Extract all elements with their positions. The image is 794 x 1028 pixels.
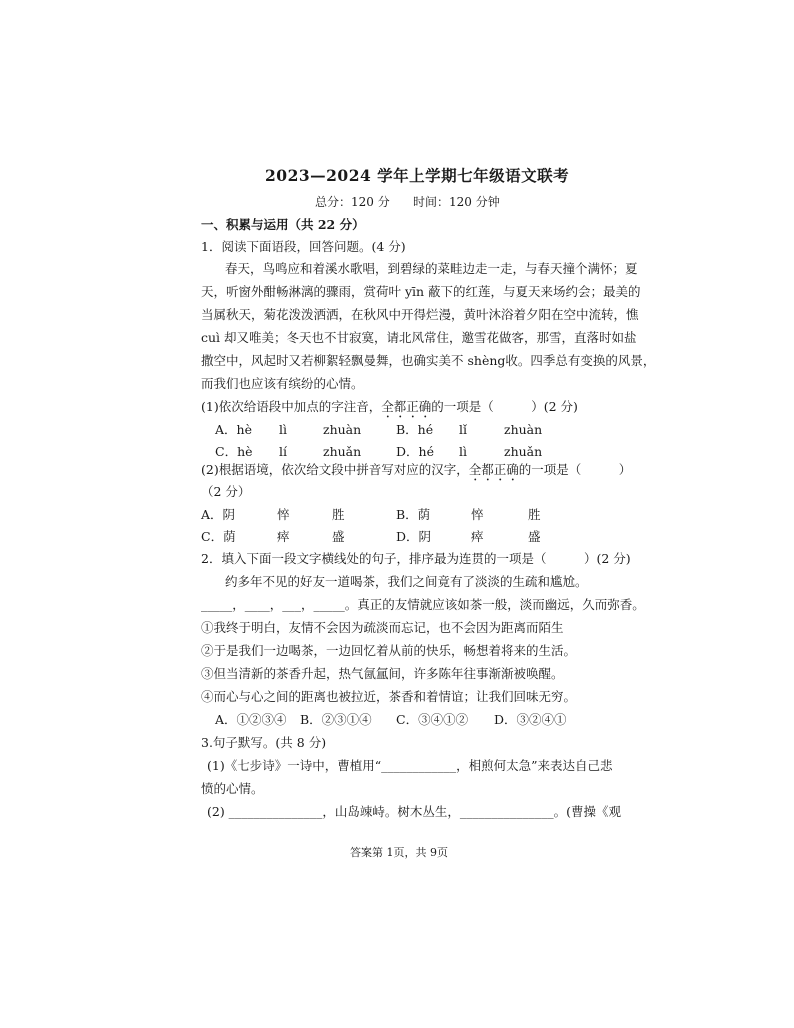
passage-line: cuì 却又唯美；冬天也不甘寂寞，请北风常住，邀雪花做客，那雪，直落时如盐: [201, 330, 637, 345]
exam-title: 2023—2024 学年上学期七年级语文联考: [265, 166, 570, 185]
question-1-stem: 1．阅读下面语段，回答问题。(4 分): [201, 239, 406, 254]
passage-line: 撒空中，风起时又若柳絮轻飘曼舞，也确实美不 shèng收。四季总有变换的风景，: [201, 353, 656, 368]
option-a-c: 胜: [332, 507, 345, 522]
sub-question-2-prefix: (2)根据语境，依次给文段中拼音写对应的汉字，: [201, 462, 469, 477]
sub-question-2-score: （2 分）: [201, 484, 251, 499]
option-b-c: zhuàn: [504, 422, 543, 437]
option-b-b: lǐ: [459, 422, 467, 437]
passage-line: 春天，鸟鸣应和着溪水歌唱，到碧绿的菜畦边走一走，与春天撞个满怀；夏: [225, 261, 638, 276]
section-heading: 一、积累与运用（共 22 分）: [201, 217, 365, 232]
sub-question-2-suffix: 的一项是（ ）: [518, 462, 632, 477]
option-d[interactable]: D．阴: [396, 529, 432, 544]
passage-line: 而我们也应该有缤纷的心情。: [201, 376, 364, 391]
sub-question-1: [201, 399, 578, 421]
option-d-c: zhuǎn: [504, 444, 543, 459]
question-2-blanks: _____，____，___，_____。真正的友情就应该如茶一般，淡而幽远，久而弥香。: [201, 597, 645, 612]
option-b[interactable]: B．荫: [396, 507, 431, 522]
page-footer: 答案第 1页，共 9页: [350, 846, 448, 859]
sentence-item: ③但当清新的茶香升起，热气氤氲间，许多陈年往事渐渐被唤醒。: [201, 666, 564, 681]
question-3-stem: 3.句子默写。(共 8 分): [201, 735, 327, 750]
dictation-1-line-1: (1)《七步诗》一诗中，曹植用“____________，相煎何太急”来表达自己悲: [207, 758, 613, 773]
option-c-c: 盛: [332, 529, 345, 544]
sub-question-1-emphasis: 全都正确: [381, 399, 432, 414]
dictation-2-line-1: (2) _______________，山岛竦峙。树木丛生，_______________。(曹操《观: [207, 804, 622, 819]
sub-question-1-suffix: 的一项是（ ）(2 分): [431, 399, 578, 414]
option-a[interactable]: A．①②③④: [215, 712, 287, 727]
question-2-intro: 约多年不见的好友一道喝茶，我们之间竟有了淡淡的生疏和尴尬。: [225, 574, 588, 589]
sub-question-2: [201, 462, 631, 484]
option-b[interactable]: B．②③①④: [300, 712, 372, 727]
option-c-b: lí: [279, 444, 287, 459]
option-d-b: 瘁: [471, 529, 484, 544]
option-b[interactable]: B．hé: [396, 422, 434, 437]
option-d-b: lì: [459, 444, 467, 459]
option-c-c: zhuǎn: [323, 444, 362, 459]
option-d[interactable]: D．③②④①: [494, 712, 567, 727]
exam-time: 时间：120 分钟: [413, 195, 500, 209]
option-a[interactable]: A．阴: [201, 507, 236, 522]
sentence-item: ②于是我们一边喝茶，一边回忆着从前的快乐，畅想着将来的生活。: [201, 643, 577, 658]
passage-line: 天，听窗外酣畅淋漓的骤雨，赏荷叶 yīn 蔽下的红莲，与夏天来场约会；最美的: [201, 284, 641, 299]
dictation-1-line-2: 愤的心情。: [201, 781, 264, 796]
sub-question-2-emphasis: 全都正确: [468, 462, 519, 477]
option-c[interactable]: C．hè: [215, 444, 253, 459]
option-b-c: 胜: [528, 507, 541, 522]
option-c[interactable]: C．③④①②: [396, 712, 469, 727]
option-c[interactable]: C．荫: [201, 529, 236, 544]
sentence-item: ④而心与心之间的距离也被拉近，茶香和着情谊；让我们回味无穷。: [201, 689, 577, 704]
option-a-b: 悴: [277, 507, 290, 522]
option-a-b: lì: [279, 422, 287, 437]
option-a-c: zhuàn: [323, 422, 362, 437]
option-d[interactable]: D．hé: [396, 444, 434, 459]
option-a[interactable]: A．hè: [215, 422, 252, 437]
sub-question-1-prefix: (1)依次给语段中加点的字注音，: [201, 399, 382, 414]
question-2-stem: 2．填入下面一段文字横线处的句子，排序最为连贯的一项是（ ）(2 分): [201, 551, 631, 566]
total-score: 总分：120 分: [315, 195, 390, 209]
passage-line: 当属秋天，菊花泼泼洒洒，在秋风中开得烂漫，黄叶沐浴着夕阳在空中流转，憔: [201, 307, 639, 322]
option-d-c: 盛: [528, 529, 541, 544]
option-b-b: 悴: [471, 507, 484, 522]
sentence-item: ①我终于明白，友情不会因为疏淡而忘记，也不会因为距离而陌生: [201, 620, 564, 635]
option-c-b: 瘁: [277, 529, 290, 544]
